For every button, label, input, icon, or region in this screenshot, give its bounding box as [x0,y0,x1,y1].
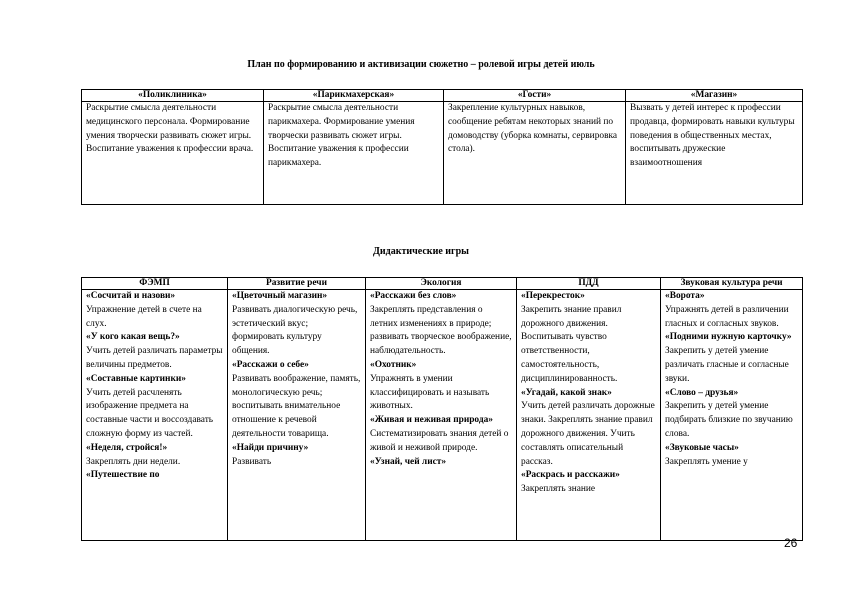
game-title: «Расскажи о себе» [232,359,309,370]
game-description: Развивать диалогическую речь, эстетический вкус; формировать культуру общения. [232,304,358,357]
column-header: ФЭМП [82,278,228,290]
page-number: 26 [784,536,798,550]
game-title: «Раскрась и расскажи» [521,470,620,481]
game-title: «Составные картинки» [86,373,186,384]
game-description: Развивать воображение, память, монологическую речь; воспитывать внимательное отношение к речевой деятельности товарища. [232,373,361,439]
game-description: Закрепить знание правил дорожного движения. Воспитывать чувство ответственности, самостоятельность, дисциплинированность. [521,304,622,384]
game-title: «Расскажи без слов» [370,291,457,301]
game-title: «У кого какая вещь?» [86,332,180,343]
table-header-row [82,278,803,290]
game-description: Закрепить у детей умение подбирать близкие по звучанию слова. [665,401,793,439]
game-description: Закрепить у детей умение различать гласные и согласные звуки. [665,346,789,384]
game-description: Закреплять умение у [665,456,748,467]
game-title: «Цветочный магазин» [232,291,328,301]
didactic-games-table [81,277,803,541]
role-play-plan-table [81,89,803,205]
game-description: Закреплять знание [521,484,596,495]
column-header: «Магазин» [626,90,803,102]
table-cell: Закрепление культурных навыков, сообщение ребятам некоторых знаний по домоводству (уборка комнаты, сервировка стола). [444,102,626,205]
game-title: «Сосчитай и назови» [86,291,176,301]
plan-title: План по формированию и активизации сюжетно – ролевой игры детей июль [247,59,595,70]
game-title: «Узнай, чей лист» [370,456,447,467]
table-cell [517,290,661,541]
table-cell: Раскрытие смысла деятельности парикмахера. Формирование умения творчески развивать сюжет игры. Воспитание уважения к профессии парикмахера. [264,102,444,205]
game-description: Упражнение детей в счете на слух. [86,304,202,329]
column-header: Экология [366,278,517,290]
column-header: ПДД [517,278,661,290]
game-description: Упражнять в умении классифицировать и называть животных. [370,373,490,412]
table-cell [661,290,803,541]
game-title: «Неделя, стройся!» [86,442,168,453]
table-cell [366,290,517,541]
column-header: «Парикмахерская» [264,90,444,102]
game-title: «Найди причину» [232,442,309,453]
game-description: Систематизировать знания детей о живой и неживой природе. [370,428,509,453]
game-title: «Охотник» [370,359,417,370]
game-title: «Звуковые часы» [665,442,739,453]
column-header: Звуковая культура речи [661,278,803,290]
game-description: Упражнять детей в различении гласных и согласных звуков. [665,304,789,329]
didactic-title: Дидактические игры [373,246,469,257]
game-description: Закреплять представления о летних изменениях в природе; развивать творческое воображение, наблюдательность. [370,304,512,357]
game-title: «Ворота» [665,291,705,301]
column-header: Развитие речи [228,278,366,290]
game-title: «Слово – друзья» [665,387,739,398]
game-description: Учить детей различать дорожные знаки. Закреплять знание правил дорожного движения. Учить составлять описательный рассказ. [521,401,655,467]
table-row [82,102,803,205]
game-title: «Путешествие по [86,470,160,481]
table-cell [228,290,366,541]
game-description: Учить детей расчленять изображение предмета на составные части и воссоздавать сложную форму из частей. [86,387,214,439]
table-cell: Раскрытие смысла деятельности медицинского персонала. Формирование умения творчески развивать сюжет игры. Воспитание уважения к профессии врача. [82,102,264,205]
table-cell: Вызвать у детей интерес к профессии продавца, формировать навыки культуры поведения в общественных местах, воспитывать дружеские взаимоотношения [626,102,803,205]
column-header: «Поликлиника» [82,90,264,102]
game-description: Закреплять дни недели. [86,456,181,467]
table-row [82,290,803,541]
game-title: «Живая и неживая природа» [370,415,493,426]
game-title: «Угадай, какой знак» [521,387,612,398]
table-header-row [82,90,803,102]
column-header: «Гости» [444,90,626,102]
table-cell [82,290,228,541]
game-title: «Перекресток» [521,291,585,301]
game-description: Учить детей различать параметры величины предметов. [86,346,223,370]
game-title: «Подними нужную карточку» [665,332,792,343]
game-description: Развивать [232,456,272,467]
